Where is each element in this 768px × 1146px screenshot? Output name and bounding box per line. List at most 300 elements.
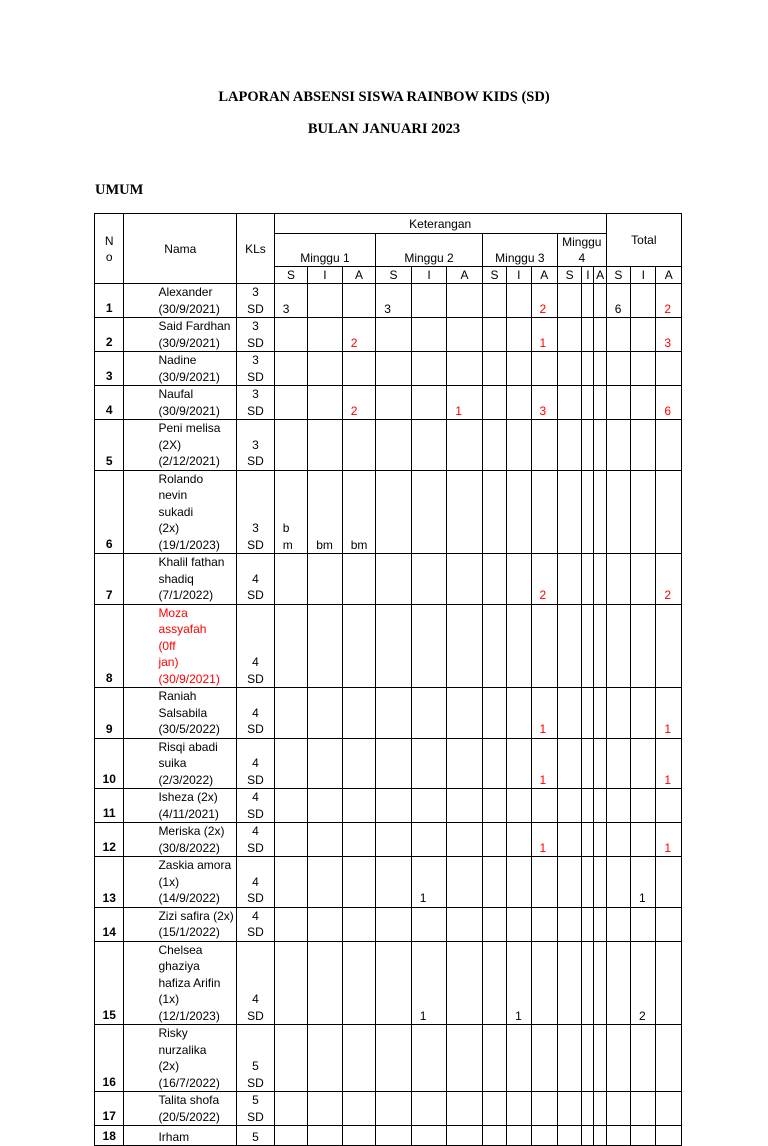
row-number: 11 [95, 789, 124, 823]
cell-s-total [606, 907, 630, 941]
cell-s-minggu-2 [376, 470, 412, 554]
cell-i-minggu-1 [308, 352, 343, 386]
cell-s-total [606, 1126, 630, 1146]
header-minggu-3: Minggu 3 [482, 234, 557, 267]
table-row [95, 284, 682, 318]
cell-i-minggu-4 [582, 907, 594, 941]
cell-a-minggu-4 [594, 907, 606, 941]
cell-i-total [631, 1025, 656, 1092]
cell-s-total [606, 352, 630, 386]
cell-a-minggu-4 [594, 386, 606, 420]
cell-s-total [606, 688, 630, 739]
cell-a-minggu-2: 1 [447, 386, 483, 420]
cell-a-total: 2 [656, 554, 682, 605]
cell-i-minggu-4 [582, 1126, 594, 1146]
cell-s-total [606, 857, 630, 908]
cell-i-minggu-3: 1 [507, 941, 531, 1025]
cell-s-minggu-1 [274, 857, 308, 908]
row-number: 13 [95, 857, 124, 908]
cell-i-minggu-1 [308, 789, 343, 823]
cell-a-minggu-3 [531, 604, 557, 688]
cell-i-minggu-1 [308, 688, 343, 739]
cell-s-minggu-3 [482, 789, 506, 823]
cell-i-minggu-4 [582, 420, 594, 471]
cell-s-minggu-3 [482, 1025, 506, 1092]
cell-s-minggu-4 [557, 420, 581, 471]
student-name: Alexander (30/9/2021) [124, 284, 237, 318]
cell-i-minggu-3 [507, 1126, 531, 1146]
cell-s-minggu-3 [482, 284, 506, 318]
cell-i-minggu-4 [582, 352, 594, 386]
student-class: 4 SD [237, 604, 275, 688]
cell-s-minggu-3 [482, 857, 506, 908]
cell-i-total [631, 284, 656, 318]
cell-a-minggu-1 [342, 789, 376, 823]
cell-s-minggu-2 [376, 554, 412, 605]
table-row [95, 1025, 682, 1092]
cell-a-minggu-4 [594, 352, 606, 386]
cell-i-minggu-1 [308, 907, 343, 941]
cell-i-minggu-2 [411, 1025, 447, 1092]
cell-s-minggu-1: 3 [274, 284, 308, 318]
cell-s-minggu-4 [557, 284, 581, 318]
cell-i-minggu-4 [582, 470, 594, 554]
cell-a-minggu-3: 1 [531, 318, 557, 352]
cell-i-minggu-3 [507, 738, 531, 789]
cell-i-minggu-4 [582, 1025, 594, 1092]
cell-i-minggu-1 [308, 823, 343, 857]
cell-a-total [656, 1092, 682, 1126]
row-number: 3 [95, 352, 124, 386]
cell-i-minggu-3 [507, 789, 531, 823]
cell-i-total [631, 470, 656, 554]
cell-a-total [656, 941, 682, 1025]
cell-a-total [656, 352, 682, 386]
cell-s-total [606, 1092, 630, 1126]
cell-s-total: 6 [606, 284, 630, 318]
cell-i-minggu-1 [308, 941, 343, 1025]
row-number: 2 [95, 318, 124, 352]
cell-s-minggu-2 [376, 857, 412, 908]
cell-i-total [631, 688, 656, 739]
table-row [95, 420, 682, 471]
cell-a-minggu-3 [531, 857, 557, 908]
cell-s-total [606, 420, 630, 471]
cell-a-total [656, 470, 682, 554]
cell-a-minggu-4 [594, 1025, 606, 1092]
header-a-minggu-3: A [531, 267, 557, 284]
cell-i-minggu-1 [308, 738, 343, 789]
cell-i-minggu-2 [411, 1126, 447, 1146]
cell-a-minggu-1 [342, 823, 376, 857]
cell-i-minggu-3 [507, 1092, 531, 1126]
cell-i-minggu-1 [308, 554, 343, 605]
student-class: 3 SD [237, 284, 275, 318]
cell-a-minggu-1 [342, 1126, 376, 1146]
cell-i-total [631, 318, 656, 352]
cell-a-minggu-1 [342, 420, 376, 471]
cell-i-minggu-4 [582, 823, 594, 857]
cell-s-minggu-4 [557, 386, 581, 420]
cell-i-minggu-2 [411, 688, 447, 739]
header-i-minggu-2: I [411, 267, 447, 284]
cell-i-minggu-3 [507, 352, 531, 386]
row-number: 5 [95, 420, 124, 471]
cell-i-minggu-1 [308, 1025, 343, 1092]
cell-i-minggu-3 [507, 688, 531, 739]
cell-i-minggu-3 [507, 857, 531, 908]
cell-i-total [631, 1092, 656, 1126]
cell-i-total [631, 738, 656, 789]
cell-s-minggu-1: b m [274, 470, 308, 554]
cell-s-minggu-4 [557, 554, 581, 605]
table-row [95, 352, 682, 386]
header-a-minggu-2: A [447, 267, 483, 284]
student-name: Zizi safira (2x) (15/1/2022) [124, 907, 237, 941]
report-month: BULAN JANUARI 2023 [307, 121, 461, 137]
cell-a-minggu-3 [531, 789, 557, 823]
cell-a-minggu-1 [342, 604, 376, 688]
header-s-minggu-4: S [557, 267, 581, 284]
cell-s-minggu-3 [482, 420, 506, 471]
cell-i-total [631, 604, 656, 688]
cell-a-minggu-1 [342, 738, 376, 789]
cell-a-minggu-1 [342, 688, 376, 739]
cell-a-total [656, 420, 682, 471]
cell-i-minggu-4 [582, 1092, 594, 1126]
row-number: 9 [95, 688, 124, 739]
cell-i-minggu-1 [308, 318, 343, 352]
cell-a-minggu-3 [531, 352, 557, 386]
student-name: Naufal (30/9/2021) [124, 386, 237, 420]
cell-s-minggu-4 [557, 352, 581, 386]
cell-i-minggu-4 [582, 554, 594, 605]
cell-i-total: 1 [631, 857, 656, 908]
cell-a-minggu-1 [342, 1025, 376, 1092]
cell-a-total [656, 907, 682, 941]
cell-i-minggu-2 [411, 554, 447, 605]
cell-a-total [656, 1025, 682, 1092]
cell-i-total [631, 352, 656, 386]
cell-a-minggu-3 [531, 941, 557, 1025]
cell-a-minggu-2 [447, 1092, 483, 1126]
cell-i-minggu-2 [411, 1092, 447, 1126]
header-i-minggu-1: I [308, 267, 343, 284]
student-name: Talita shofa (20/5/2022) [124, 1092, 237, 1126]
cell-a-minggu-4 [594, 284, 606, 318]
cell-a-minggu-4 [594, 857, 606, 908]
cell-i-minggu-2 [411, 907, 447, 941]
cell-i-minggu-3 [507, 318, 531, 352]
cell-s-minggu-4 [557, 318, 581, 352]
cell-s-minggu-4 [557, 907, 581, 941]
cell-s-minggu-4 [557, 470, 581, 554]
row-number: 14 [95, 907, 124, 941]
cell-s-minggu-3 [482, 604, 506, 688]
cell-a-minggu-3 [531, 1126, 557, 1146]
cell-s-minggu-2 [376, 688, 412, 739]
student-name: Raniah Salsabila (30/5/2022) [124, 688, 237, 739]
table-row [95, 554, 682, 605]
cell-a-minggu-2 [447, 604, 483, 688]
cell-i-minggu-4 [582, 941, 594, 1025]
row-number: 6 [95, 470, 124, 554]
cell-s-minggu-3 [482, 1092, 506, 1126]
cell-s-minggu-1 [274, 941, 308, 1025]
cell-a-minggu-2 [447, 318, 483, 352]
cell-a-total: 2 [656, 284, 682, 318]
cell-a-minggu-1: 2 [342, 386, 376, 420]
cell-s-minggu-1 [274, 420, 308, 471]
cell-a-minggu-2 [447, 554, 483, 605]
cell-i-minggu-4 [582, 738, 594, 789]
cell-a-minggu-2 [447, 688, 483, 739]
cell-a-minggu-4 [594, 470, 606, 554]
cell-a-minggu-3 [531, 1092, 557, 1126]
table-row [95, 688, 682, 739]
student-name: Meriska (2x) (30/8/2022) [124, 823, 237, 857]
table-row [95, 604, 682, 688]
row-number: 16 [95, 1025, 124, 1092]
cell-i-total [631, 1126, 656, 1146]
header-s-total: S [606, 267, 630, 284]
cell-s-minggu-1 [274, 1025, 308, 1092]
cell-a-minggu-2 [447, 420, 483, 471]
cell-i-minggu-2: 1 [411, 941, 447, 1025]
table-row [95, 789, 682, 823]
cell-a-minggu-3: 1 [531, 823, 557, 857]
student-class: 3 SD [237, 420, 275, 471]
header-no: N o [95, 214, 124, 284]
cell-s-minggu-4 [557, 738, 581, 789]
cell-s-minggu-4 [557, 823, 581, 857]
row-number: 7 [95, 554, 124, 605]
student-name: Khalil fathan shadiq (7/1/2022) [124, 554, 237, 605]
cell-s-minggu-4 [557, 604, 581, 688]
cell-a-total: 1 [656, 738, 682, 789]
student-name: Moza assyafah (0ff jan)(30/9/2021) [124, 604, 237, 688]
cell-s-total [606, 1025, 630, 1092]
cell-i-minggu-1 [308, 284, 343, 318]
cell-a-minggu-1 [342, 1092, 376, 1126]
cell-i-total [631, 420, 656, 471]
cell-a-minggu-4 [594, 420, 606, 471]
student-name: Risky nurzalika (2x)(16/7/2022) [124, 1025, 237, 1092]
table-row [95, 1092, 682, 1126]
table-row [95, 1126, 682, 1146]
cell-i-minggu-3 [507, 470, 531, 554]
student-name: Peni melisa (2X)(2/12/2021) [124, 420, 237, 471]
row-number: 17 [95, 1092, 124, 1126]
student-class: 5 [237, 1126, 275, 1146]
cell-a-minggu-4 [594, 941, 606, 1025]
cell-a-minggu-1 [342, 857, 376, 908]
cell-a-total: 1 [656, 688, 682, 739]
cell-i-minggu-2 [411, 604, 447, 688]
cell-i-minggu-2 [411, 284, 447, 318]
table-row [95, 738, 682, 789]
student-name: Rolando nevin sukadi (2x)(19/1/2023) [124, 470, 237, 554]
student-class: 3 SD [237, 318, 275, 352]
cell-s-minggu-1 [274, 352, 308, 386]
cell-i-minggu-2 [411, 318, 447, 352]
cell-i-minggu-1: bm [308, 470, 343, 554]
cell-s-minggu-3 [482, 470, 506, 554]
cell-a-minggu-3: 2 [531, 284, 557, 318]
cell-a-minggu-1: bm [342, 470, 376, 554]
cell-a-minggu-2 [447, 470, 483, 554]
table-row [95, 470, 682, 554]
row-number: 18 [95, 1126, 124, 1146]
student-class: 5 SD [237, 1025, 275, 1092]
cell-s-minggu-4 [557, 789, 581, 823]
header-minggu-2: Minggu 2 [376, 234, 483, 267]
cell-a-minggu-3 [531, 420, 557, 471]
cell-a-minggu-3: 1 [531, 738, 557, 789]
cell-a-minggu-2 [447, 284, 483, 318]
cell-s-minggu-1 [274, 318, 308, 352]
cell-a-minggu-3: 1 [531, 688, 557, 739]
student-class: 4 SD [237, 688, 275, 739]
student-class: 4 SD [237, 857, 275, 908]
cell-i-minggu-1 [308, 420, 343, 471]
cell-i-minggu-1 [308, 386, 343, 420]
cell-s-minggu-2 [376, 941, 412, 1025]
row-number: 12 [95, 823, 124, 857]
cell-a-minggu-4 [594, 554, 606, 605]
cell-a-minggu-1: 2 [342, 318, 376, 352]
cell-a-minggu-4 [594, 1092, 606, 1126]
cell-a-minggu-3 [531, 1025, 557, 1092]
header-i-minggu-3: I [507, 267, 531, 284]
student-class: 4 SD [237, 738, 275, 789]
table-row [95, 318, 682, 352]
cell-s-minggu-1 [274, 604, 308, 688]
cell-a-minggu-4 [594, 738, 606, 789]
student-name: Risqi abadi suika (2/3/2022) [124, 738, 237, 789]
cell-s-minggu-2 [376, 789, 412, 823]
cell-i-total [631, 823, 656, 857]
student-class: 3 SD [237, 352, 275, 386]
cell-s-minggu-1 [274, 1126, 308, 1146]
cell-s-total [606, 941, 630, 1025]
student-class: 3 SD [237, 470, 275, 554]
cell-i-minggu-4 [582, 386, 594, 420]
cell-i-minggu-2 [411, 352, 447, 386]
cell-a-minggu-2 [447, 941, 483, 1025]
header-a-minggu-4: A [594, 267, 606, 284]
cell-a-minggu-1 [342, 352, 376, 386]
cell-s-minggu-2 [376, 318, 412, 352]
table-row [95, 386, 682, 420]
cell-i-minggu-2 [411, 738, 447, 789]
cell-a-minggu-2 [447, 1126, 483, 1146]
cell-i-total [631, 554, 656, 605]
cell-a-minggu-1 [342, 554, 376, 605]
cell-s-minggu-4 [557, 1025, 581, 1092]
cell-a-minggu-1 [342, 907, 376, 941]
cell-a-minggu-2 [447, 738, 483, 789]
cell-a-total: 6 [656, 386, 682, 420]
cell-i-minggu-4 [582, 318, 594, 352]
cell-s-minggu-2 [376, 386, 412, 420]
row-number: 1 [95, 284, 124, 318]
header-a-total: A [656, 267, 682, 284]
cell-a-total [656, 857, 682, 908]
cell-i-minggu-3 [507, 386, 531, 420]
cell-i-total [631, 907, 656, 941]
cell-s-total [606, 470, 630, 554]
cell-a-minggu-3 [531, 470, 557, 554]
student-name: Zaskia amora (1x)(14/9/2022) [124, 857, 237, 908]
cell-a-minggu-4 [594, 823, 606, 857]
cell-s-minggu-1 [274, 907, 308, 941]
cell-s-total [606, 789, 630, 823]
cell-s-minggu-2 [376, 1092, 412, 1126]
cell-i-minggu-4 [582, 857, 594, 908]
student-class: 4 SD [237, 823, 275, 857]
cell-s-minggu-1 [274, 1092, 308, 1126]
cell-s-minggu-1 [274, 738, 308, 789]
cell-s-minggu-2 [376, 352, 412, 386]
cell-s-minggu-2 [376, 1126, 412, 1146]
cell-a-minggu-3 [531, 907, 557, 941]
cell-s-minggu-2: 3 [376, 284, 412, 318]
header-nama: Nama [124, 214, 237, 284]
section-label: UMUM [95, 182, 144, 198]
cell-s-minggu-2 [376, 1025, 412, 1092]
cell-a-minggu-4 [594, 688, 606, 739]
row-number: 15 [95, 941, 124, 1025]
cell-s-total [606, 738, 630, 789]
cell-s-minggu-2 [376, 420, 412, 471]
cell-a-total [656, 1126, 682, 1146]
cell-s-minggu-3 [482, 554, 506, 605]
header-s-minggu-3: S [482, 267, 506, 284]
cell-i-minggu-4 [582, 789, 594, 823]
cell-i-total [631, 386, 656, 420]
cell-a-minggu-3: 3 [531, 386, 557, 420]
cell-a-total: 3 [656, 318, 682, 352]
cell-i-minggu-4 [582, 688, 594, 739]
cell-s-minggu-3 [482, 738, 506, 789]
cell-s-minggu-2 [376, 738, 412, 789]
cell-s-minggu-3 [482, 688, 506, 739]
cell-a-minggu-2 [447, 823, 483, 857]
cell-i-minggu-2 [411, 470, 447, 554]
cell-i-minggu-2: 1 [411, 857, 447, 908]
cell-s-minggu-1 [274, 688, 308, 739]
header-i-minggu-4: I [582, 267, 594, 284]
student-class: 4 SD [237, 941, 275, 1025]
cell-a-minggu-2 [447, 352, 483, 386]
header-keterangan: Keterangan [274, 214, 606, 234]
cell-s-total [606, 386, 630, 420]
student-name: Irham [124, 1126, 237, 1146]
cell-s-minggu-1 [274, 789, 308, 823]
cell-s-minggu-3 [482, 386, 506, 420]
cell-s-minggu-3 [482, 318, 506, 352]
cell-i-minggu-4 [582, 284, 594, 318]
header-total: Total [606, 214, 681, 267]
cell-i-total: 2 [631, 941, 656, 1025]
cell-i-minggu-3 [507, 604, 531, 688]
header-minggu-4: Minggu 4 [557, 234, 606, 267]
cell-s-minggu-2 [376, 823, 412, 857]
table-row [95, 907, 682, 941]
cell-a-total [656, 789, 682, 823]
header-s-minggu-1: S [274, 267, 308, 284]
